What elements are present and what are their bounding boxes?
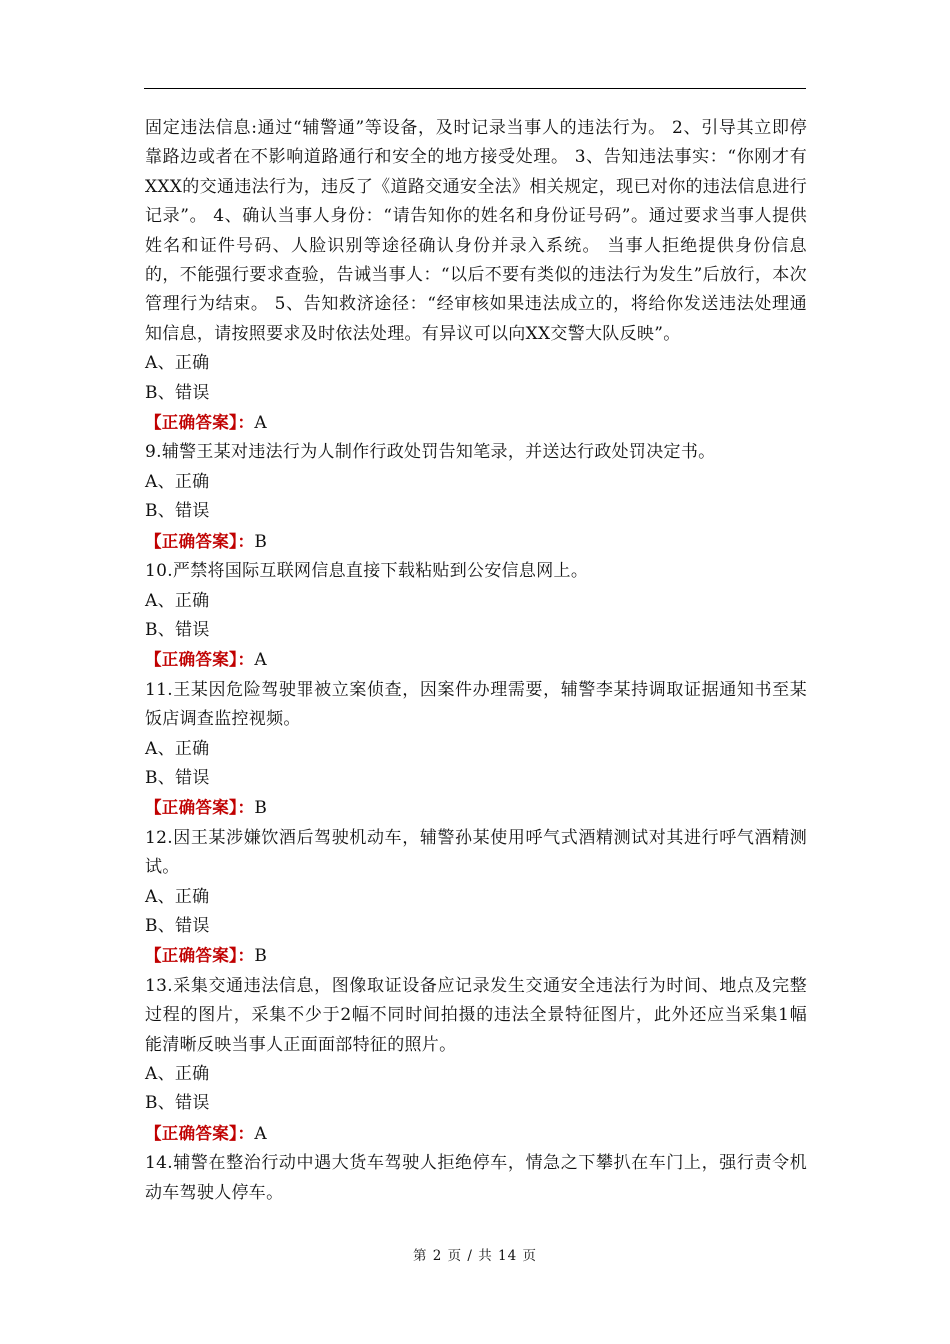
- option-a: A、正确: [145, 1064, 210, 1084]
- correct-answer: [145, 408, 807, 438]
- document-body: [145, 114, 807, 1208]
- answer-label: 【正确答案】：: [145, 946, 255, 966]
- question-text: 11.王某因危险驾驶罪被立案侦查，因案件办理需要，辅警李某持调取证据通知书至某饭店调查监控视频。: [145, 679, 807, 730]
- answer-label: 【正确答案】：: [145, 798, 255, 818]
- option-b: B、错误: [145, 619, 210, 640]
- answer-value: A: [254, 1123, 267, 1144]
- answer-label: 【正确答案】：: [145, 650, 255, 670]
- header-rule: [144, 88, 806, 89]
- answer-value: B: [254, 946, 268, 967]
- correct-answer: [145, 1119, 807, 1149]
- answer-label: 【正确答案】：: [145, 1123, 255, 1143]
- question-text: 10.严禁将国际互联网信息直接下载粘贴到公安信息网上。: [145, 561, 589, 582]
- option-a: A、正确: [145, 353, 210, 374]
- page-number: 第 2 页 / 共 14 页: [412, 1248, 538, 1264]
- answer-label: 【正确答案】：: [145, 413, 255, 433]
- option-b: B、错误: [145, 1093, 210, 1114]
- correct-answer: [145, 527, 807, 557]
- option-b: B、错误: [145, 915, 210, 936]
- question-text: 固定违法信息:通过“辅警通”等设备，及时记录当事人的违法行为。 2、引导其立即停靠路边或者在不影响道路通行和安全的地方接受处理。 3、告知违法事实：“你刚才有XXX的交通违法行为，违反了《道路交通安全法》相关规定，现已对你的违法信息进行记录”。 4、确认当事人身份：“请告知你的姓名和身份证号码”。通过要求当事人提供姓名和证件号码、人脸识别等途径确认身份并录入系统。 当事人拒绝提供身份信息的，不能强行要求查验，告诫当事人：“以后不要有类似的违法行为发生”后放行，本次管理行为结束。 5、告知救济途径：“经审核如果违法成立的，将给你发送违法处理通知信息，请按照要求及时依法处理。有异议可以向XX交警大队反映”。: [145, 118, 807, 344]
- answer-value: A: [254, 413, 267, 434]
- answer-value: B: [254, 531, 268, 552]
- question-14: [145, 1149, 807, 1208]
- question-13: [145, 972, 807, 1149]
- question-12: [145, 824, 807, 972]
- answer-label: 【正确答案】：: [145, 531, 255, 551]
- correct-answer: [145, 793, 807, 823]
- question-text: 14.辅警在整治行动中遇大货车驾驶人拒绝停车，情急之下攀扒在车门上，强行责令机动车驾驶人停车。: [145, 1153, 807, 1203]
- question-text: 9.辅警王某对违法行为人制作行政处罚告知笔录，并送达行政处罚决定书。: [145, 442, 716, 463]
- option-b: B、错误: [145, 501, 210, 522]
- question-8-continued: [145, 114, 807, 438]
- correct-answer: [145, 941, 807, 971]
- question-text: 13.采集交通违法信息，图像取证设备应记录发生交通安全违法行为时间、地点及完整过程的图片，采集不少于2幅不同时间拍摄的违法全景特征图片，此外还应当采集1幅能清晰反映当事人正面面部特征的照片。: [145, 975, 807, 1055]
- answer-value: B: [254, 798, 268, 819]
- question-text: 12.因王某涉嫌饮酒后驾驶机动车，辅警孙某使用呼气式酒精测试对其进行呼气酒精测试。: [145, 827, 807, 878]
- option-a: A、正确: [145, 738, 210, 759]
- option-a: A、正确: [145, 590, 210, 611]
- option-a: A、正确: [145, 886, 210, 907]
- answer-value: A: [254, 650, 267, 671]
- option-a: A、正确: [145, 471, 210, 492]
- option-b: B、错误: [145, 767, 210, 788]
- question-9: [145, 438, 807, 557]
- question-10: [145, 557, 807, 676]
- option-b: B、错误: [145, 382, 210, 403]
- correct-answer: [145, 645, 807, 675]
- question-11: [145, 676, 807, 824]
